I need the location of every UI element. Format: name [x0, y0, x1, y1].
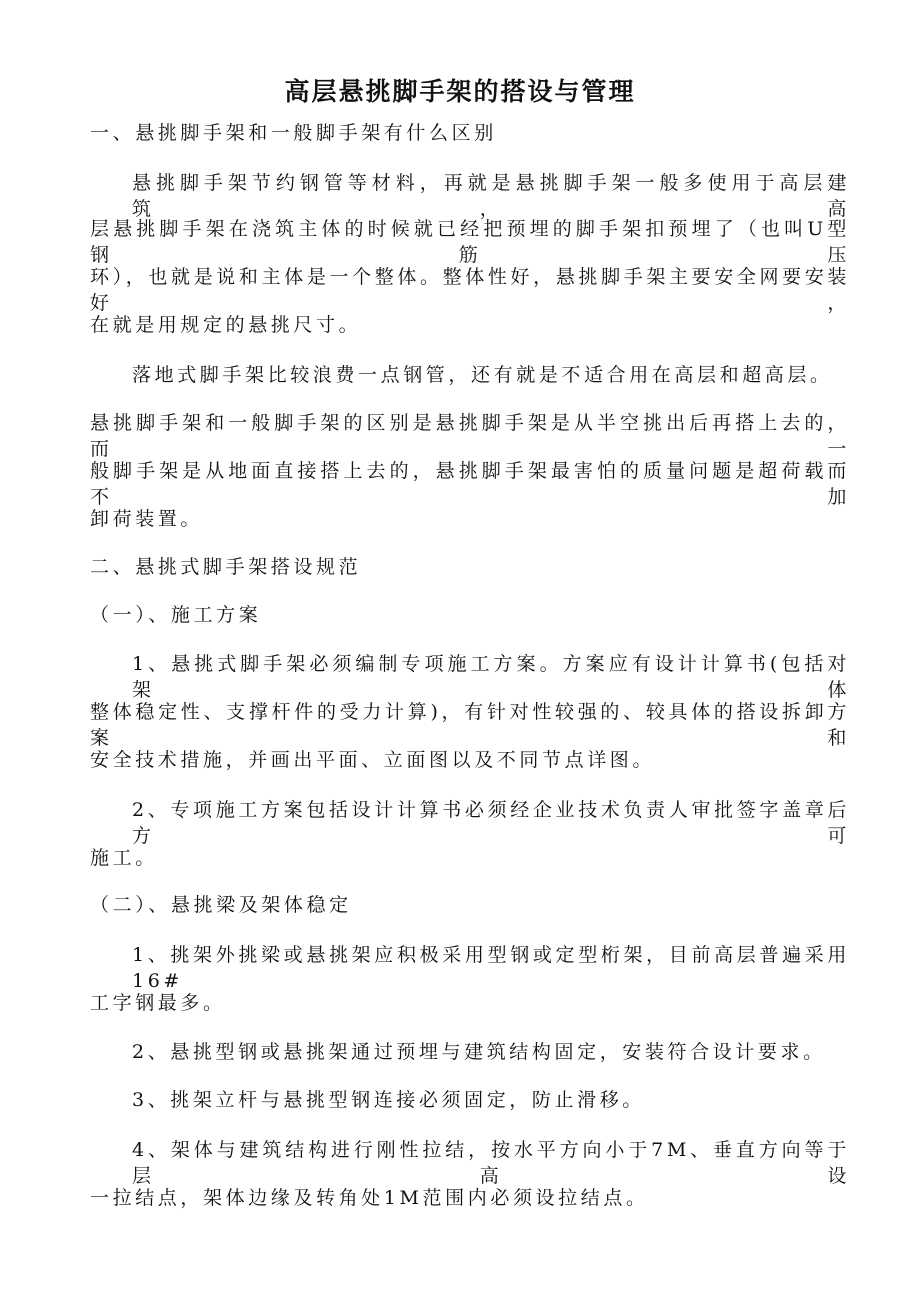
paragraph-line: 悬挑脚手架和一般脚手架的区别是悬挑脚手架是从半空挑出后再搭上去的，而一 — [90, 412, 850, 460]
paragraph-line: 2、悬挑型钢或悬挑架通过预埋与建筑结构固定，安装符合设计要求。 — [132, 1041, 826, 1063]
subsection-heading: （一）、施工方案 — [90, 604, 262, 626]
paragraph-line: 工字钢最多。 — [90, 992, 226, 1014]
paragraph-line: 4、架体与建筑结构进行刚性拉结，按水平方向小于7M、垂直方向等于层高设 — [132, 1139, 850, 1187]
paragraph-line: 悬挑脚手架节约钢管等材料，再就是悬挑脚手架一般多使用于高层建筑，高 — [132, 172, 850, 220]
paragraph-line: 卸荷装置。 — [90, 508, 204, 530]
paragraph-line: 在就是用规定的悬挑尺寸。 — [90, 314, 362, 336]
document-title: 高层悬挑脚手架的搭设与管理 — [284, 77, 636, 106]
paragraph-line: 整体稳定性、支撑杆件的受力计算)，有针对性较强的、较具体的搭设拆卸方案和 — [90, 701, 850, 749]
section-heading: 二、悬挑式脚手架搭设规范 — [90, 556, 362, 578]
paragraph-line: 一拉结点，架体边缘及转角处1M范围内必须设拉结点。 — [90, 1187, 649, 1209]
paragraph-line: 2、专项施工方案包括设计计算书必须经企业技术负责人审批签字盖章后方可 — [132, 799, 850, 847]
paragraph-line: 环），也就是说和主体是一个整体。整体性好，悬挑脚手架主要安全网要安装好， — [90, 266, 850, 314]
paragraph-line: 落地式脚手架比较浪费一点钢管，还有就是不适合用在高层和超高层。 — [132, 364, 833, 386]
paragraph-line: 1、挑架外挑梁或悬挑架应积极采用型钢或定型桁架，目前高层普遍采用16# — [132, 944, 850, 992]
paragraph-line: 安全技术措施，并画出平面、立面图以及不同节点详图。 — [90, 749, 656, 771]
paragraph-line: 般脚手架是从地面直接搭上去的，悬挑脚手架最害怕的质量问题是超荷载而不加 — [90, 460, 850, 508]
paragraph-line: 1、悬挑式脚手架必须编制专项施工方案。方案应有设计计算书(包括对架体 — [132, 653, 850, 701]
paragraph-line: 3、挑架立杆与悬挑型钢连接必须固定，防止滑移。 — [132, 1089, 645, 1111]
paragraph-line: 层悬挑脚手架在浇筑主体的时候就已经把预埋的脚手架扣预埋了（也叫U型钢筋压 — [90, 218, 850, 266]
subsection-heading: （二）、悬挑梁及架体稳定 — [90, 894, 352, 916]
paragraph-line: 施工。 — [90, 847, 158, 869]
section-heading: 一、悬挑脚手架和一般脚手架有什么区别 — [90, 122, 497, 144]
